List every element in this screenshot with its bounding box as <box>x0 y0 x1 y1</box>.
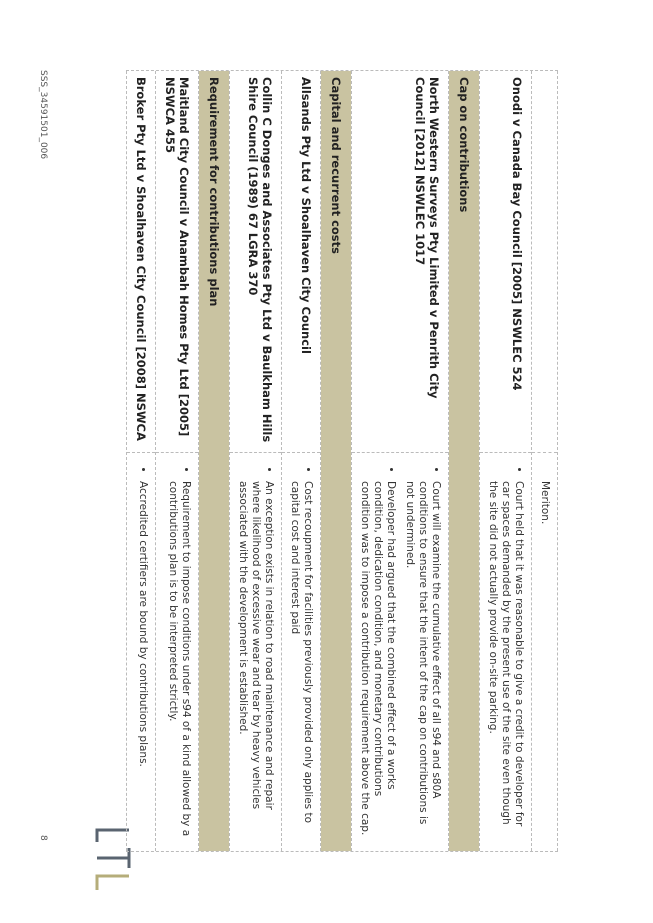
bullet-item: • Developer had argued that the combined effect of a works condition, dedication condition, and monetary contributions condition was to impose a contribution requirement above the cap. <box>358 481 397 843</box>
bullet-item: • Accredited certifiers are bound by contributions plans. <box>136 481 149 843</box>
table-row <box>126 71 155 851</box>
body-cell <box>156 453 198 851</box>
table-row <box>155 71 198 851</box>
table-row <box>448 71 479 851</box>
section-heading: Cap on contributions <box>449 71 479 851</box>
table-row <box>531 71 558 851</box>
continued-text: Meriton. <box>539 481 551 525</box>
case-cell <box>532 71 557 453</box>
case-name: Collin C Donges and Associates Pty Ltd v Baulkham Hills Shire Council (1989) 67 LGRA 370 <box>230 71 281 453</box>
bullet-item: • Court will examine the cumulative effect of all s94 and s80A conditions to ensure that the intent of the cap on contributions is not undermined. <box>403 481 442 843</box>
table-row <box>198 71 229 851</box>
case-name: North Western Surveys Pty Limited v Penrith City Council [2012] NSWLEC 1017 <box>352 71 448 453</box>
bullet-item: • An exception exists in relation to road maintenance and repair where likelihood of excessive wear and tear by heavy vehicles associated with the development is established. <box>236 481 275 843</box>
table-row <box>479 71 531 851</box>
table-row <box>320 71 351 851</box>
case-name: Broker Pty Ltd v Shoalhaven City Council [2008] NSWCA <box>127 71 155 453</box>
case-name: Onodi v Canada Bay Council [2005] NSWLEC 524 <box>480 71 531 453</box>
bullet-item: • Cost recoupment for facilities previously provided only applies to capital cost and interest paid <box>288 481 314 843</box>
table-row <box>351 71 448 851</box>
section-heading: Requirement for contributions plan <box>199 71 229 851</box>
table-row <box>229 71 281 851</box>
body-cell <box>230 453 281 851</box>
body-cell <box>532 453 557 851</box>
body-cell <box>127 453 155 851</box>
section-heading: Capital and recurrent costs <box>321 71 351 851</box>
body-cell <box>480 453 531 851</box>
body-cell <box>352 453 448 851</box>
page-number: 8 <box>38 835 48 841</box>
body-cell <box>282 453 320 851</box>
cases-table <box>126 70 558 852</box>
bullet-item: • Requirement to impose conditions under s94 of a kind allowed by a contributions plan is to be interpreted strictly. <box>166 481 192 843</box>
table-row <box>281 71 320 851</box>
bullet-item: • Court held that it was reasonable to give a credit to developer for car spaces demanded by the present use of the site even though the site did not actually provide on-site parking. <box>486 481 525 843</box>
case-name: Allsands Pty Ltd v Shoalhaven City Council <box>282 71 320 453</box>
case-name: Maitland City Council v Anambah Homes Pty Ltd [2005] NSWCA 455 <box>156 71 198 453</box>
document-code: SSS_34591501_006 <box>38 70 48 160</box>
